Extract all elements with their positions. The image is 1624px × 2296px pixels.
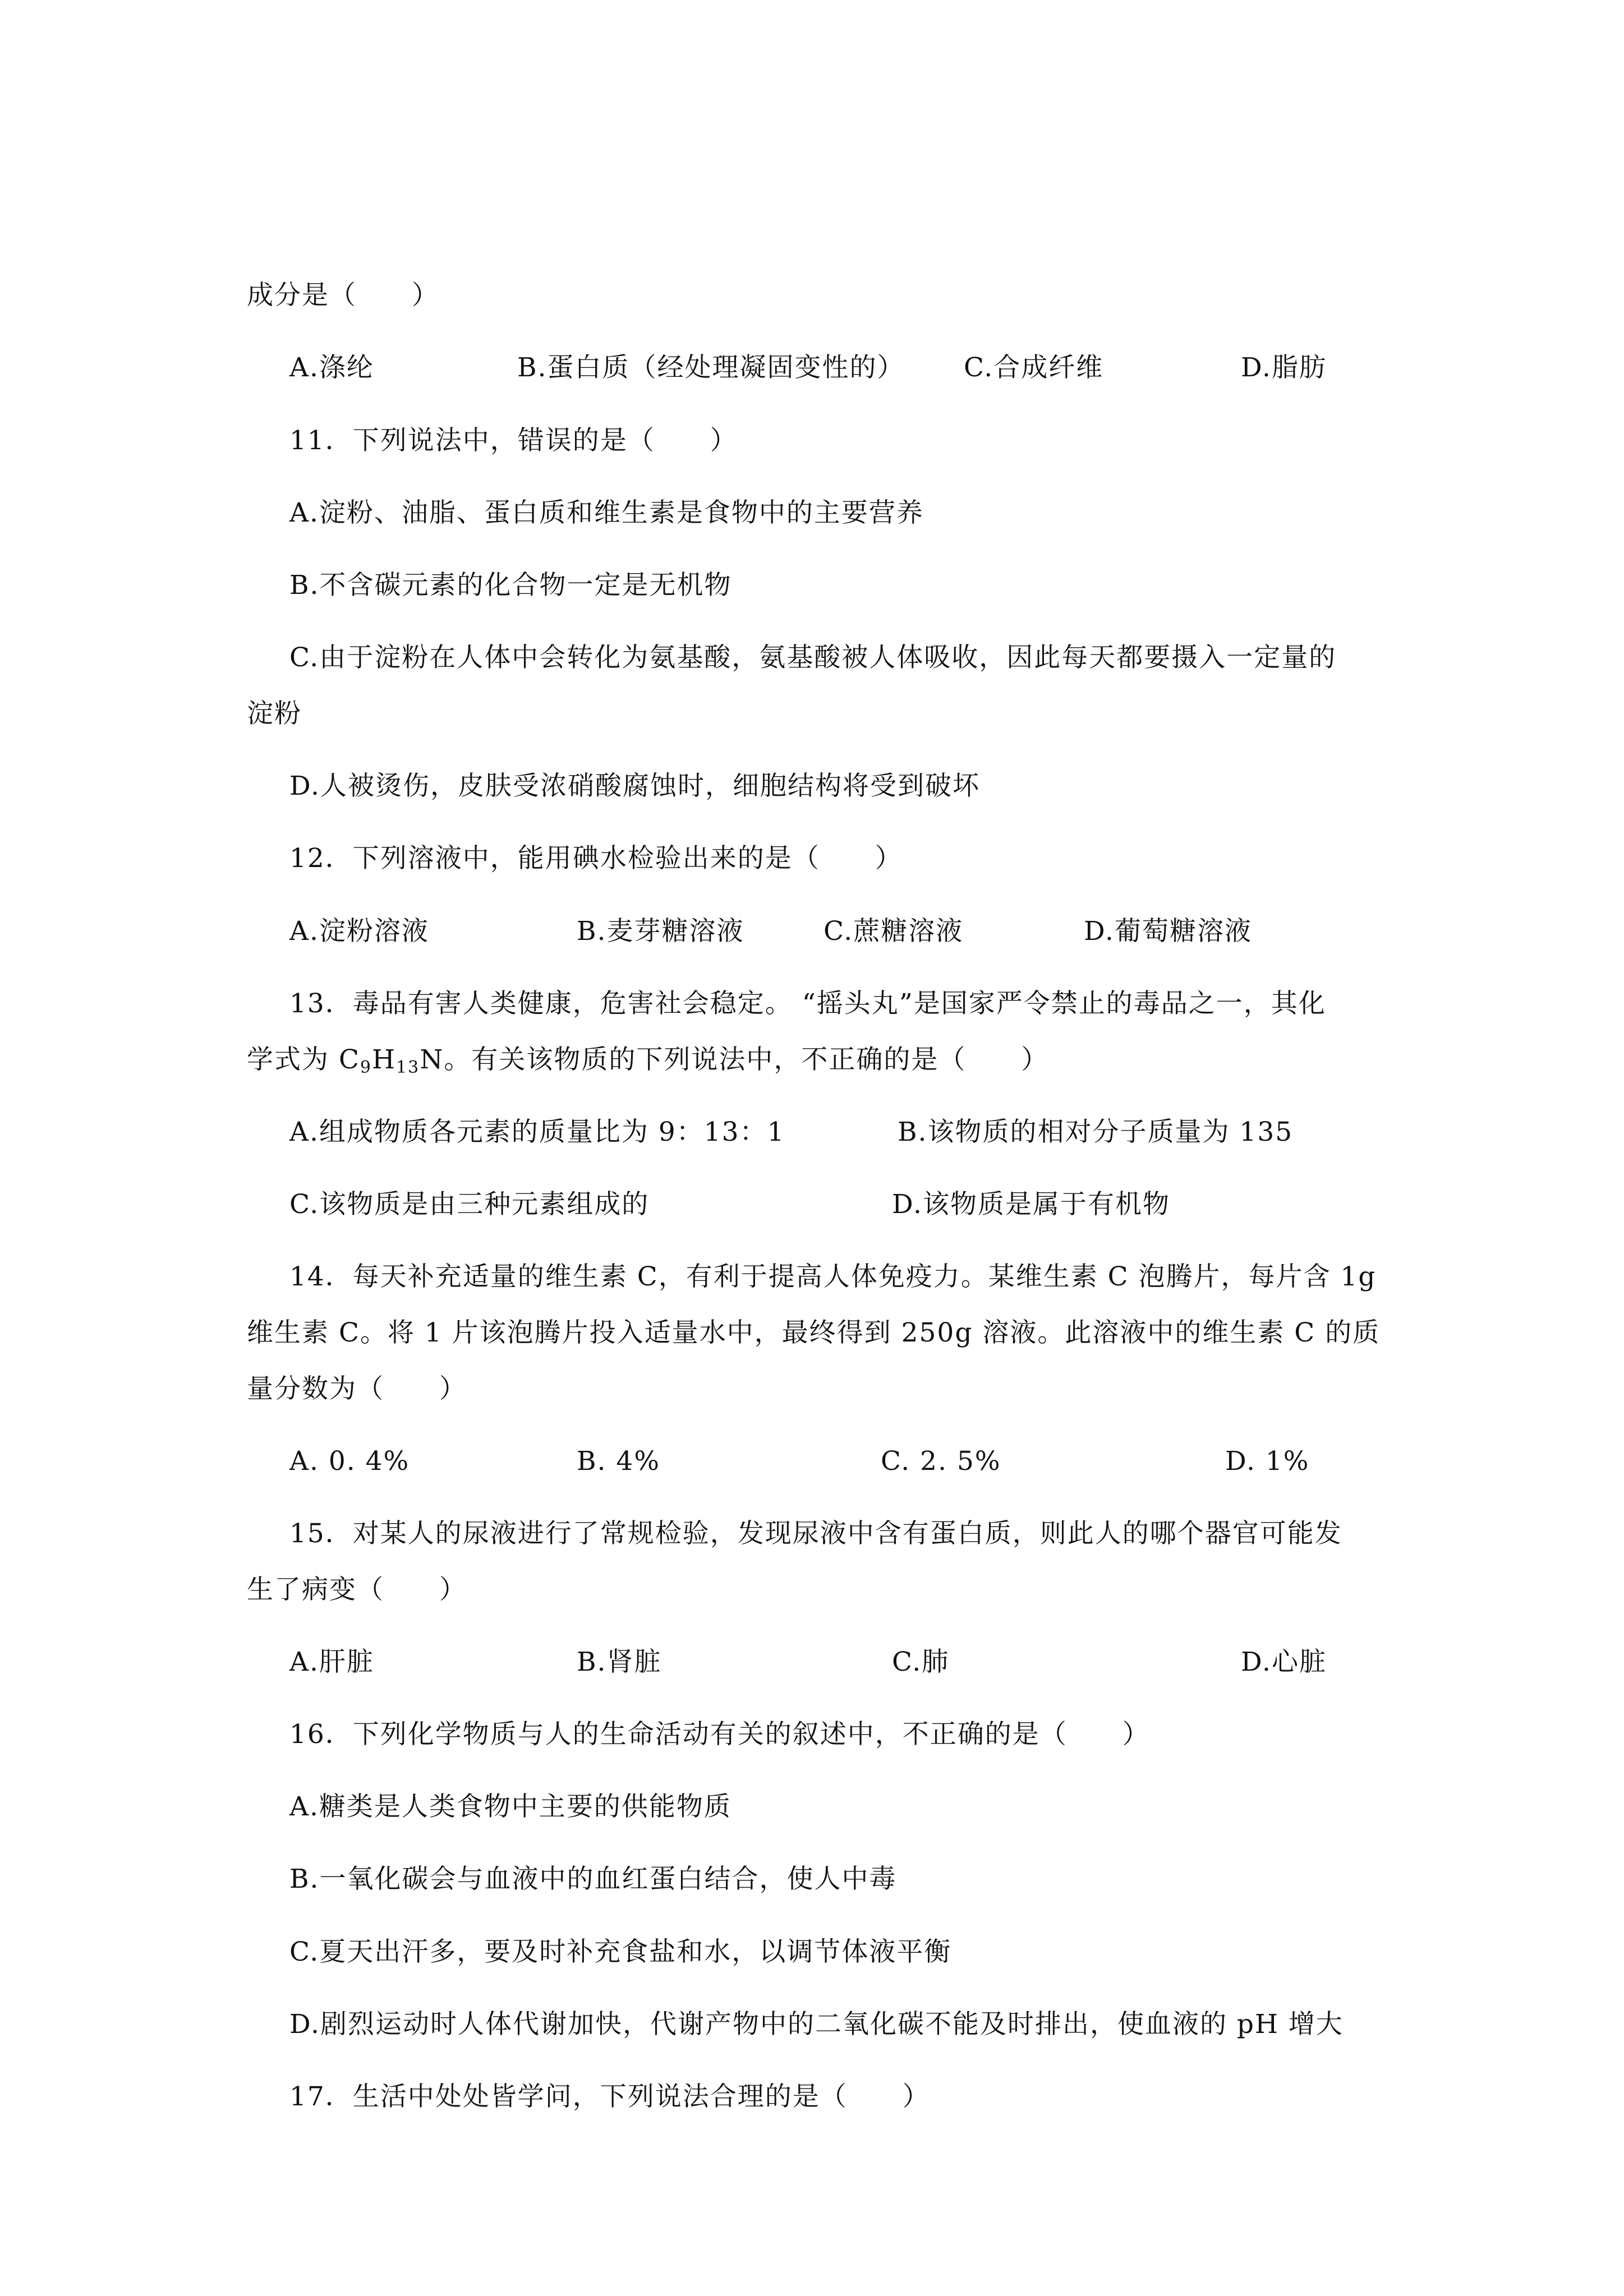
q14-option-a: A. 0. 4% xyxy=(289,1446,410,1477)
q11-option-d: D.人被烫伤，皮肤受浓硝酸腐蚀时，细胞结构将受到破坏 xyxy=(289,771,980,801)
q10-option-d: D.脂肪 xyxy=(1241,352,1327,383)
q10-option-b: B.蛋白质（经处理凝固变性的） xyxy=(517,352,905,383)
q10-option-a: A.涤纶 xyxy=(289,352,374,383)
q11-option-a: A.淀粉、油脂、蛋白质和维生素是食物中的主要营养 xyxy=(289,497,924,528)
q16-stem: 16．下列化学物质与人的生命活动有关的叙述中，不正确的是（ ） xyxy=(289,1719,1150,1750)
q16-option-a: A.糖类是人类食物中主要的供能物质 xyxy=(289,1791,732,1822)
q11-option-c-line1: C.由于淀粉在人体中会转化为氨基酸，氨基酸被人体吸收，因此每天都要摄入一定量的 xyxy=(289,642,1337,673)
q14-stem-line3: 量分数为（ ） xyxy=(247,1373,467,1404)
formula-carbon-count: 9 xyxy=(360,1058,372,1077)
formula-carbon: C xyxy=(338,1044,360,1075)
q14-option-c: C. 2. 5% xyxy=(881,1446,1001,1477)
q15-option-b: B.肾脏 xyxy=(577,1647,662,1677)
q12-stem: 12．下列溶液中，能用碘水检验出来的是（ ） xyxy=(289,843,903,874)
q13-stem-line2-suffix: 。有关该物质的下列说法中，不正确的是（ ） xyxy=(444,1044,1049,1075)
formula-nitrogen: N xyxy=(420,1044,444,1075)
formula-hydrogen: H xyxy=(372,1044,397,1075)
q13-stem-line1: 13．毒品有害人类健康，危害社会稳定。 “摇头丸”是国家严令禁止的毒品之一，其化 xyxy=(289,988,1326,1019)
q10-option-c: C.合成纤维 xyxy=(964,352,1104,383)
q13-option-b: B.该物质的相对分子质量为 135 xyxy=(898,1117,1294,1147)
q15-option-c: C.肺 xyxy=(892,1647,950,1677)
q10-stem-tail: 成分是（ ） xyxy=(247,280,439,311)
q12-option-a: A.淀粉溶液 xyxy=(289,916,429,947)
q13-stem-line2-prefix: 学式为 xyxy=(247,1044,339,1075)
q15-option-d: D.心脏 xyxy=(1241,1647,1327,1677)
formula-hydrogen-count: 13 xyxy=(396,1058,420,1077)
q13-option-d: D.该物质是属于有机物 xyxy=(892,1189,1170,1220)
q11-stem: 11．下列说法中，错误的是（ ） xyxy=(289,425,738,456)
q16-option-d: D.剧烈运动时人体代谢加快，代谢产物中的二氧化碳不能及时排出，使血液的 pH 增大 xyxy=(289,2009,1344,2040)
q11-option-c-line2: 淀粉 xyxy=(247,698,302,729)
q13-stem-line2 xyxy=(247,1043,1048,1077)
q12-option-d: D.葡萄糖溶液 xyxy=(1084,916,1252,947)
q12-option-c: C.蔗糖溶液 xyxy=(823,916,964,947)
q14-stem-line2: 维生素 C。将 1 片该泡腾片投入适量水中，最终得到 250g 溶液。此溶液中的维生素 C 的质 xyxy=(247,1317,1381,1348)
q17-stem: 17．生活中处处皆学问，下列说法合理的是（ ） xyxy=(289,2081,930,2112)
q15-option-a: A.肝脏 xyxy=(289,1647,374,1677)
q14-option-b: B. 4% xyxy=(577,1446,660,1477)
q11-option-b: B.不含碳元素的化合物一定是无机物 xyxy=(289,570,732,601)
q13-option-a: A.组成物质各元素的质量比为 9：13：1 xyxy=(289,1117,785,1147)
q14-stem-line1: 14．每天补充适量的维生素 C，有利于提高人体免疫力。某维生素 C 泡腾片，每片含 1g xyxy=(289,1261,1377,1292)
chemical-formula xyxy=(339,1044,444,1075)
q15-stem-line1: 15．对某人的尿液进行了常规检验，发现尿液中含有蛋白质，则此人的哪个器官可能发 xyxy=(289,1518,1342,1549)
q16-option-b: B.一氧化碳会与血液中的血红蛋白结合，使人中毒 xyxy=(289,1864,897,1894)
q16-option-c: C.夏天出汗多，要及时补充食盐和水，以调节体液平衡 xyxy=(289,1937,952,1967)
q15-stem-line2: 生了病变（ ） xyxy=(247,1574,467,1605)
q13-option-c: C.该物质是由三种元素组成的 xyxy=(289,1189,650,1220)
q14-option-d: D. 1% xyxy=(1225,1446,1310,1477)
q12-option-b: B.麦芽糖溶液 xyxy=(577,916,744,947)
